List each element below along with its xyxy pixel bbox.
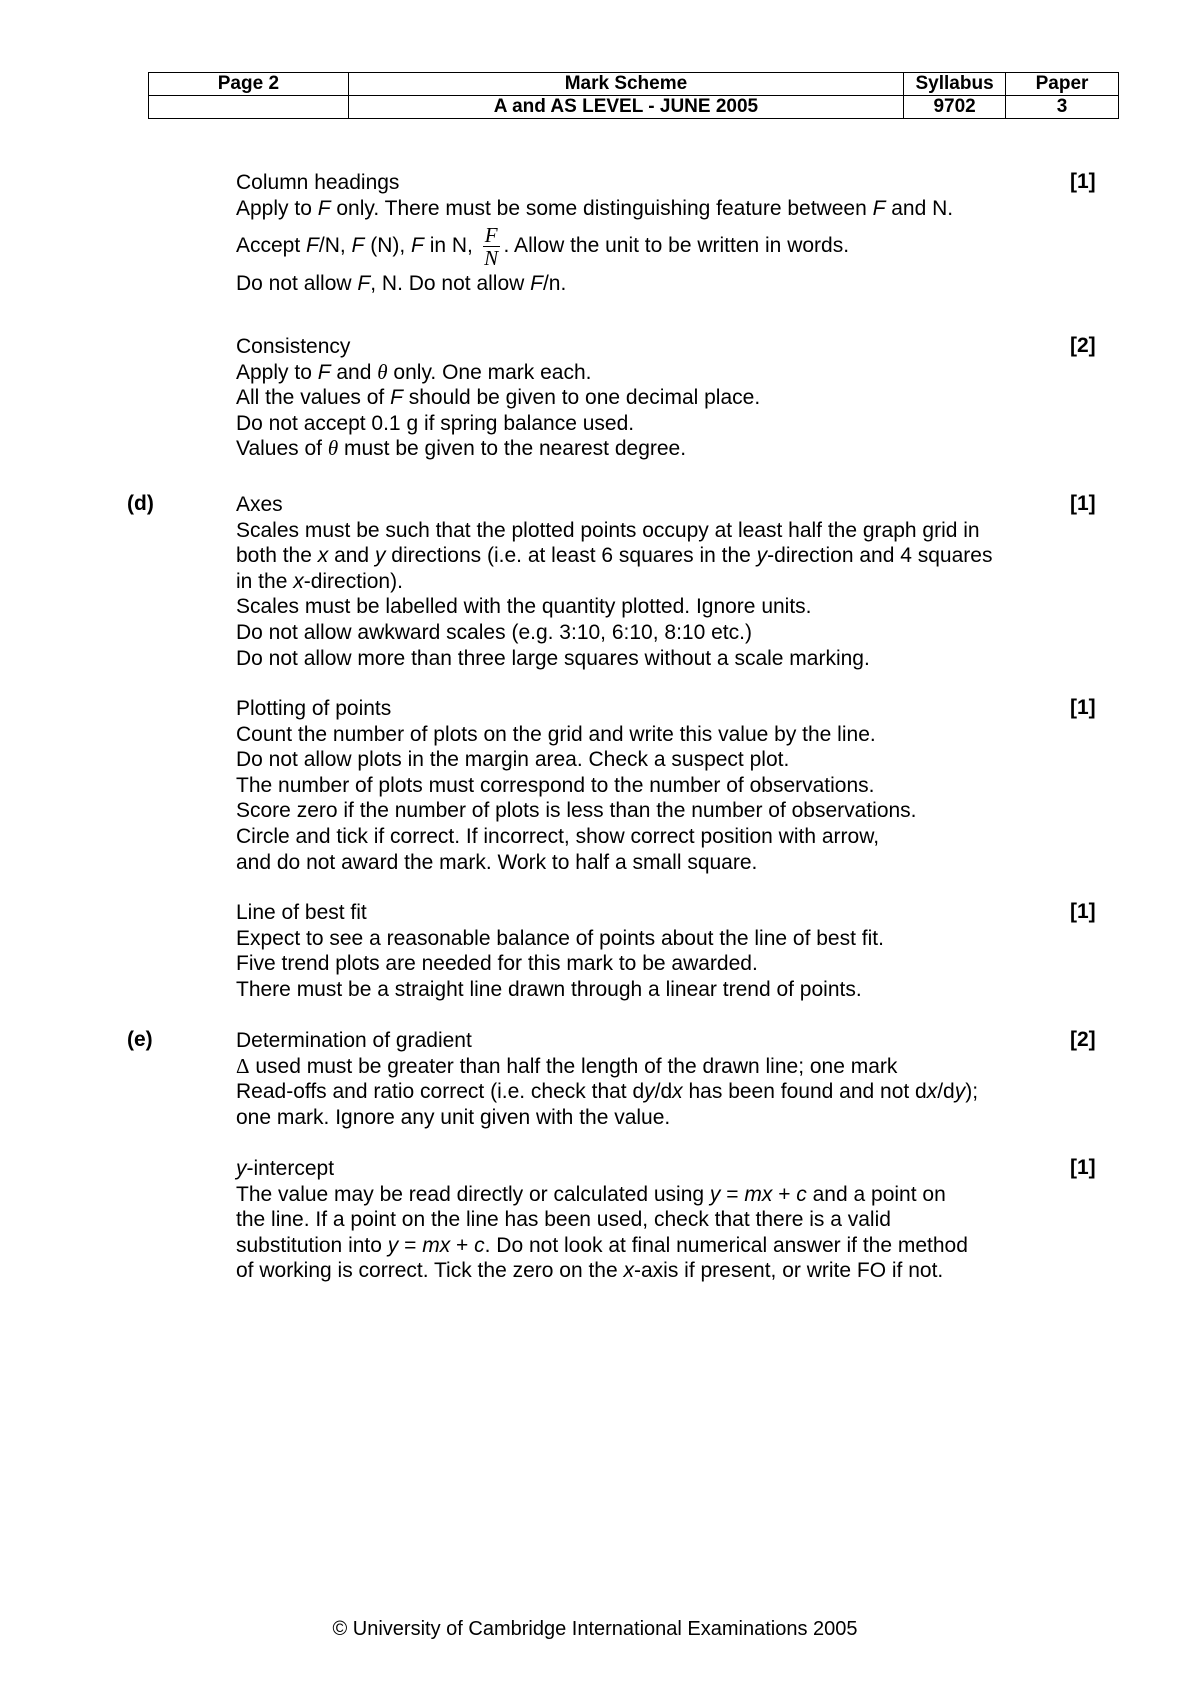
- theta-symbol: θ: [377, 359, 388, 384]
- text-line: There must be a straight line drawn through a linear trend of points.: [236, 977, 862, 1001]
- plotting-section: [236, 696, 1096, 875]
- paper-cell: Paper: [1006, 73, 1119, 96]
- mark-axes: [1]: [1070, 492, 1096, 515]
- level-cell: A and AS LEVEL - JUNE 2005: [348, 96, 903, 119]
- text-line: Δ used must be greater than half the length of the drawn line; one mark: [236, 1053, 898, 1078]
- text-line: Do not accept 0.1 g if spring balance used.: [236, 411, 635, 435]
- section-title: Consistency: [236, 335, 351, 358]
- text-line: The value may be read directly or calculated using y = mx + c and a point on: [236, 1182, 946, 1206]
- header-row-2: [149, 96, 1119, 119]
- text-line: Apply to F only. There must be some distinguishing feature between F and N.: [236, 196, 954, 220]
- text-line: both the x and y directions (i.e. at least 6 squares in the y-direction and 4 squares: [236, 544, 993, 568]
- header-row-1: [149, 73, 1119, 96]
- text-line: Do not allow plots in the margin area. Check a suspect plot.: [236, 748, 790, 772]
- text-line: Do not allow F, N. Do not allow F/n.: [236, 272, 567, 296]
- text-line: in the x-direction).: [236, 569, 403, 593]
- column-headings-section: [236, 170, 1096, 297]
- text-line: The number of plots must correspond to the number of observations.: [236, 773, 875, 797]
- gradient-section: [236, 1028, 1096, 1130]
- text-line: Accept F/N, F (N), F in N, $\frac{F}{N}$ . Allow the unit to be written in words.: [236, 223, 850, 271]
- text-line: Do not allow more than three large squares without a scale marking.: [236, 646, 870, 670]
- text-line: Read-offs and ratio correct (i.e. check that dy/dx has been found and not dx/dy);: [236, 1080, 979, 1104]
- section-title: Line of best fit: [236, 901, 367, 924]
- section-title: y-intercept: [236, 1157, 335, 1180]
- copyright-footer: © University of Cambridge International Examinations 2005: [332, 1618, 858, 1640]
- section-title: Plotting of points: [236, 697, 392, 720]
- text-line: Do not allow awkward scales (e.g. 3:10, 6:10, 8:10 etc.): [236, 620, 752, 644]
- best-fit-section: [236, 900, 1096, 1002]
- section-title: Column headings: [236, 171, 400, 194]
- text-line: Values of θ must be given to the nearest degree.: [236, 436, 687, 461]
- delta-symbol: Δ: [236, 1053, 250, 1078]
- mark-scheme-cell: Mark Scheme: [348, 73, 903, 96]
- text-line: All the values of F should be given to one decimal place.: [236, 386, 761, 410]
- mark-consistency: [2]: [1070, 334, 1096, 357]
- theta-symbol: θ: [327, 436, 339, 461]
- text-line: Score zero if the number of plots is less than the number of observations.: [236, 799, 917, 823]
- header-table: [148, 72, 1119, 119]
- section-title: Determination of gradient: [236, 1029, 472, 1052]
- text-line: Expect to see a reasonable balance of points about the line of best fit.: [236, 926, 884, 950]
- text-line: one mark. Ignore any unit given with the value.: [236, 1105, 671, 1129]
- consistency-section: [236, 334, 1096, 462]
- text-line: Apply to F and θ only. One mark each.: [236, 359, 592, 384]
- text-line: Scales must be such that the plotted points occupy at least half the graph grid in: [236, 518, 980, 542]
- mark-column-headings: [1]: [1070, 170, 1096, 193]
- page-cell: Page 2: [149, 73, 349, 96]
- mark-gradient: [2]: [1070, 1028, 1096, 1051]
- mark-best-fit: [1]: [1070, 900, 1096, 923]
- f-over-n-fraction: $\frac{F}{N}$: [484, 223, 499, 271]
- mark-intercept: [1]: [1070, 1156, 1096, 1179]
- syllabus-cell: Syllabus: [904, 73, 1006, 96]
- text-line: Five trend plots are needed for this mark to be awarded.: [236, 952, 758, 976]
- part-d-label: (d): [127, 492, 154, 515]
- text-line: of working is correct. Tick the zero on the x-axis if present, or write FO if not.: [236, 1259, 944, 1283]
- blank-cell: [149, 96, 349, 119]
- mark-plotting: [1]: [1070, 696, 1096, 719]
- text-line: substitution into y = mx + c. Do not look at final numerical answer if the method: [236, 1233, 968, 1257]
- text-line: Scales must be labelled with the quantity plotted. Ignore units.: [236, 595, 812, 619]
- text-line: Count the number of plots on the grid and write this value by the line.: [236, 722, 876, 746]
- section-title: Axes: [236, 493, 283, 516]
- text-line: Circle and tick if correct. If incorrect, show correct position with arrow,: [236, 824, 880, 848]
- part-e-label: (e): [127, 1028, 153, 1051]
- paper-number-cell: 3: [1006, 96, 1119, 119]
- text-line: and do not award the mark. Work to half a small square.: [236, 850, 758, 874]
- text-line: the line. If a point on the line has been used, check that there is a valid: [236, 1208, 891, 1232]
- syllabus-code-cell: 9702: [904, 96, 1006, 119]
- intercept-section: [236, 1156, 1096, 1284]
- axes-section: [236, 492, 1096, 671]
